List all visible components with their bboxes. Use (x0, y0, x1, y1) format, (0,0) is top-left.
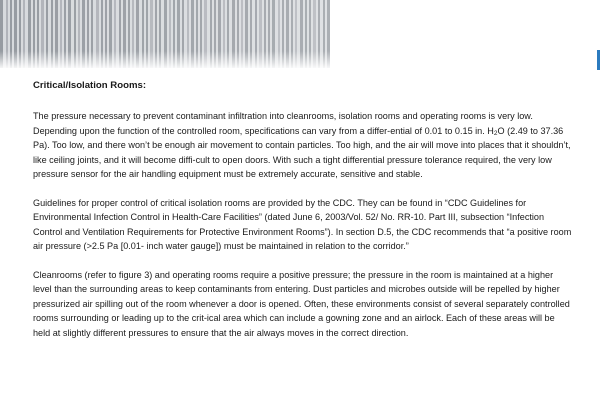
paragraph-pressure-text-a: The pressure necessary to prevent contaminant infiltration into cleanrooms, isolation rooms and operating rooms is very low. Depending upon the function of the controlled room, specifications can vary from a differ-ential of 0.01 to 0.15 in. H (33, 111, 533, 136)
paragraph-pressure (33, 109, 573, 182)
document-body (33, 80, 573, 354)
paragraph-cdc-guidelines: Guidelines for proper control of critical isolation rooms are provided by the CDC. They can be found in “CDC Guidelines for Environmental Infection Control in Health-Care Facilities” (dated June 6, 2003/Vol. 52/ No. RR-10. Part III, subsection “Infection Control and Ventilation Requirements for Protective Environment Rooms”). In section D.5, the CDC recommends that “a positive room air pressure (>2.5 Pa [0.01- inch water gauge]) must be maintained in relation to the corridor.” (33, 197, 572, 251)
section-heading: Critical/Isolation Rooms: (33, 80, 147, 91)
header-stripes-graphic (0, 0, 600, 68)
header-decorative-band (0, 0, 600, 68)
subscript-2: 2 (493, 129, 498, 137)
paragraph-cleanrooms: Cleanrooms (refer to figure 3) and operating rooms require a positive pressure; the pressure in the room is maintained at a higher level than the surrounding areas to keep contaminants from entering. Dust particles and microbes outside will be repelled by higher pressurized air spilling out of the room whenever a door is opened. Often, these environments consist of several separately controlled rooms surrounding or leading up to the crit-ical area which can include a gowning zone and an airlock. Each of these areas will be held at slightly different pressures to ensure that the air always moves in the correct direction. (33, 269, 570, 338)
paragraph-pressure-text-b: O (2.49 to 37.36 Pa). Too low, and there won’t be enough air movement to contain particles. Too high, and the air will move into places that it shouldn’t, like ceiling joints, and it will become diffi-cult to open doors. With such a tight differential pressure tolerance required, the very low pressure sensor for the air handling equipment must be extremely accurate, sensitive and stable. (33, 125, 571, 179)
